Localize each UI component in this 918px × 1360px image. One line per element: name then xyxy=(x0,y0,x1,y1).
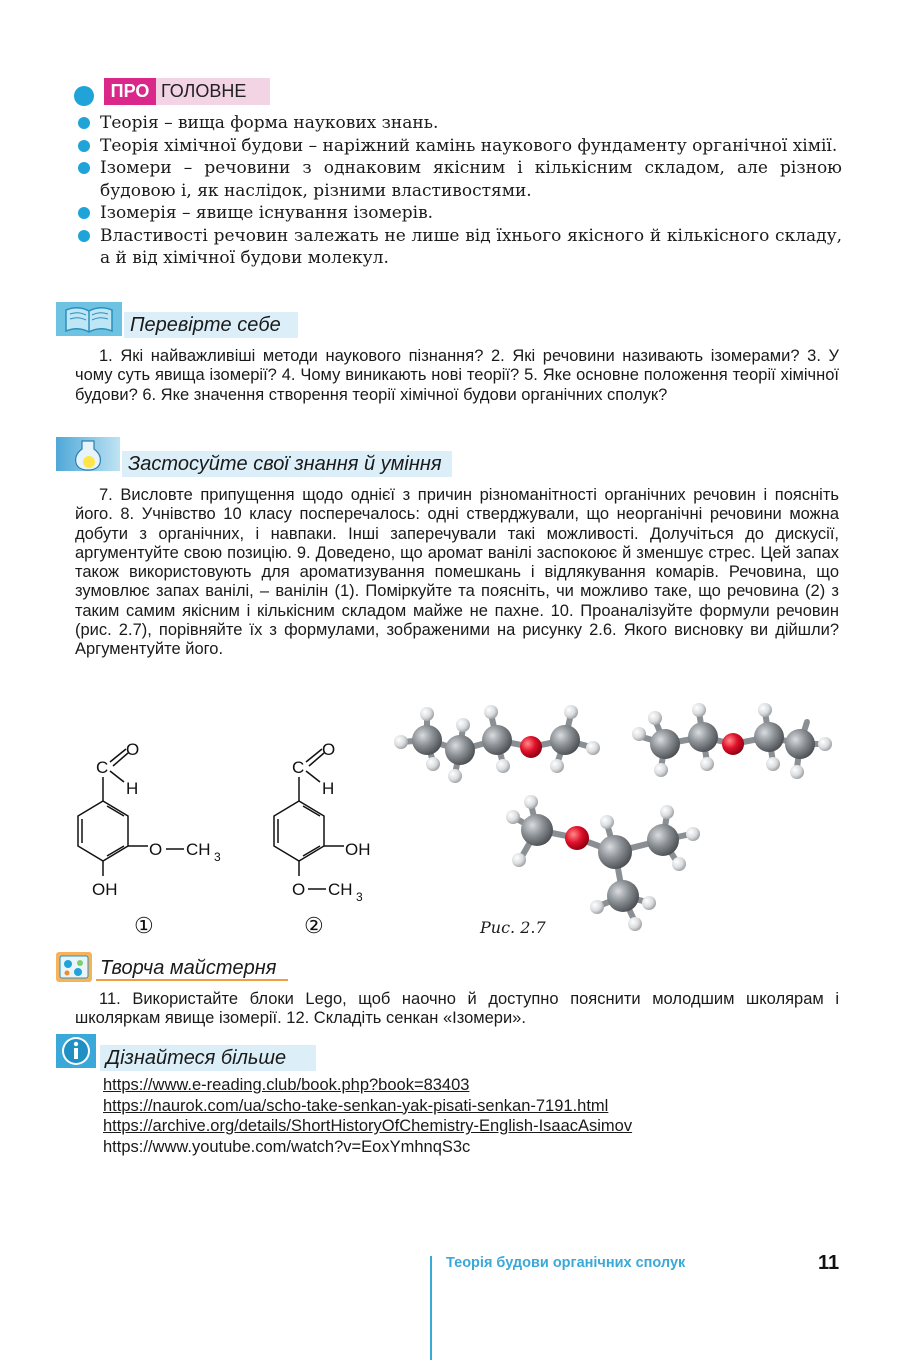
link-archive[interactable]: https://archive.org/details/ShortHistoryOfChemistry-English-IsaacAsimov xyxy=(103,1117,633,1136)
apply-knowledge-title: Застосуйте свої знання й уміння xyxy=(122,451,452,477)
link-e-reading[interactable]: https://www.e-reading.club/book.php?book=83403 xyxy=(103,1076,470,1094)
molecule-1 xyxy=(394,705,600,783)
svg-text:①: ① xyxy=(134,914,154,939)
link-naurok[interactable]: https://naurok.com/ua/scho-take-senkan-yak-pisati-senkan-7191.html xyxy=(103,1096,609,1115)
svg-text:O: O xyxy=(322,740,336,759)
svg-text:C: C xyxy=(96,758,109,777)
svg-text:②: ② xyxy=(304,914,324,939)
svg-text:OH: OH xyxy=(92,880,118,899)
molecular-models xyxy=(385,692,840,942)
bullet-icon xyxy=(78,207,90,219)
svg-text:CH: CH xyxy=(186,840,211,859)
formula-2 xyxy=(274,740,371,939)
learn-more-links xyxy=(103,1075,632,1157)
bullet-icon xyxy=(78,140,90,152)
footer-section-title: Теорія будови органічних сполук xyxy=(446,1255,686,1271)
header-dot-icon xyxy=(74,86,94,106)
bullet-icon xyxy=(78,162,90,174)
pro-label: ПРО xyxy=(104,78,156,105)
info-icon xyxy=(56,1034,96,1068)
svg-text:H: H xyxy=(126,779,139,798)
svg-text:CH: CH xyxy=(328,880,353,899)
svg-text:OH: OH xyxy=(345,840,371,859)
summary-item: Теорія хімічної будови – наріжний камінь наукового фундаменту органічної хімії. xyxy=(78,135,842,158)
svg-text:O: O xyxy=(292,880,306,899)
summary-item: Ізомерія – явище існування ізомерів. xyxy=(78,202,842,225)
molecule-3 xyxy=(506,795,700,931)
flask-icon xyxy=(56,437,120,471)
formula-1 xyxy=(78,740,221,939)
svg-text:C: C xyxy=(292,758,305,777)
creative-workshop-text: 11. Використайте блоки Lego, щоб наочно й доступно пояснити молодшим школярам і школяркам явище ізомерії. 12. Складіть сенкан «Ізомери». xyxy=(75,990,839,1028)
summary-item: Ізомери – речовини з однаковим якісним і кількісним складом, але різною будовою і, як наслідок, різними властивостями. xyxy=(78,157,842,202)
bullet-icon xyxy=(78,230,90,242)
check-yourself-text: 1. Які найважливіші методи наукового пізнання? 2. Які речовини називають ізомерами? 3. У чому суть явища ізомерії? 4. Чому виникають нові теорії? 5. Яке основне положення теорії хімічної будови? 6. Яке значення створення теорії хімічної будови органічних сполук? xyxy=(75,347,839,404)
check-yourself-title: Перевірте себе xyxy=(124,312,298,338)
bullet-icon xyxy=(78,117,90,129)
link-youtube[interactable]: https://www.youtube.com/watch?v=EoxYmhnqS3c xyxy=(103,1137,471,1156)
summary-item: Властивості речовин залежать не лише від їхнього якісного й кількісного складу, а й від хімічної будови молекул. xyxy=(78,225,842,270)
svg-text:O: O xyxy=(149,840,163,859)
creative-workshop-icon xyxy=(56,952,92,982)
creative-workshop-title: Творча майстерня xyxy=(96,955,288,981)
summary-item: Теорія – вища форма наукових знань. xyxy=(78,112,842,135)
golovne-label: ГОЛОВНЕ xyxy=(156,78,270,105)
svg-text:H: H xyxy=(322,779,335,798)
book-icon xyxy=(56,302,122,336)
svg-text:3: 3 xyxy=(214,850,221,864)
svg-text:3: 3 xyxy=(356,890,363,904)
apply-knowledge-text: 7. Висловте припущення щодо однієї з причин різноманітності органічних речовин і поясніть його. 8. Учнівство 10 класу посперечалось: одні стверджували, що неорганічні речовини можна добути з органічних, і навпаки. Інші заперечували такі можливості. Долучіться до дискусії, аргументуйте свою позицію. 9. Доведено, що аромат ванілі заспокоює й зменшує стрес. Цей запах також використовують для ароматизування помешкань і відлякування комарів. Речовина, що зумовлює запах ванілі, – ванілін (1). Поміркуйте та поясніть, чи можливо таке, що речовина (2) з таким самим якісним і кількісним складом майже не пахне. 10. Проаналізуйте формули речовин (рис. 2.7), порівняйте їх з формулами, зображеними на рисунку 2.6. Якого висновку ви дійшли? Аргументуйте його. xyxy=(75,486,839,659)
learn-more-title: Дізнайтеся більше xyxy=(100,1045,316,1071)
page-number: 11 xyxy=(818,1252,840,1274)
molecule-2 xyxy=(632,703,832,779)
summary-list xyxy=(78,112,842,270)
figure-caption: Рис. 2.7 xyxy=(480,918,546,937)
svg-text:O: O xyxy=(126,740,140,759)
footer-divider xyxy=(430,1256,432,1360)
structural-formulas xyxy=(60,735,390,945)
